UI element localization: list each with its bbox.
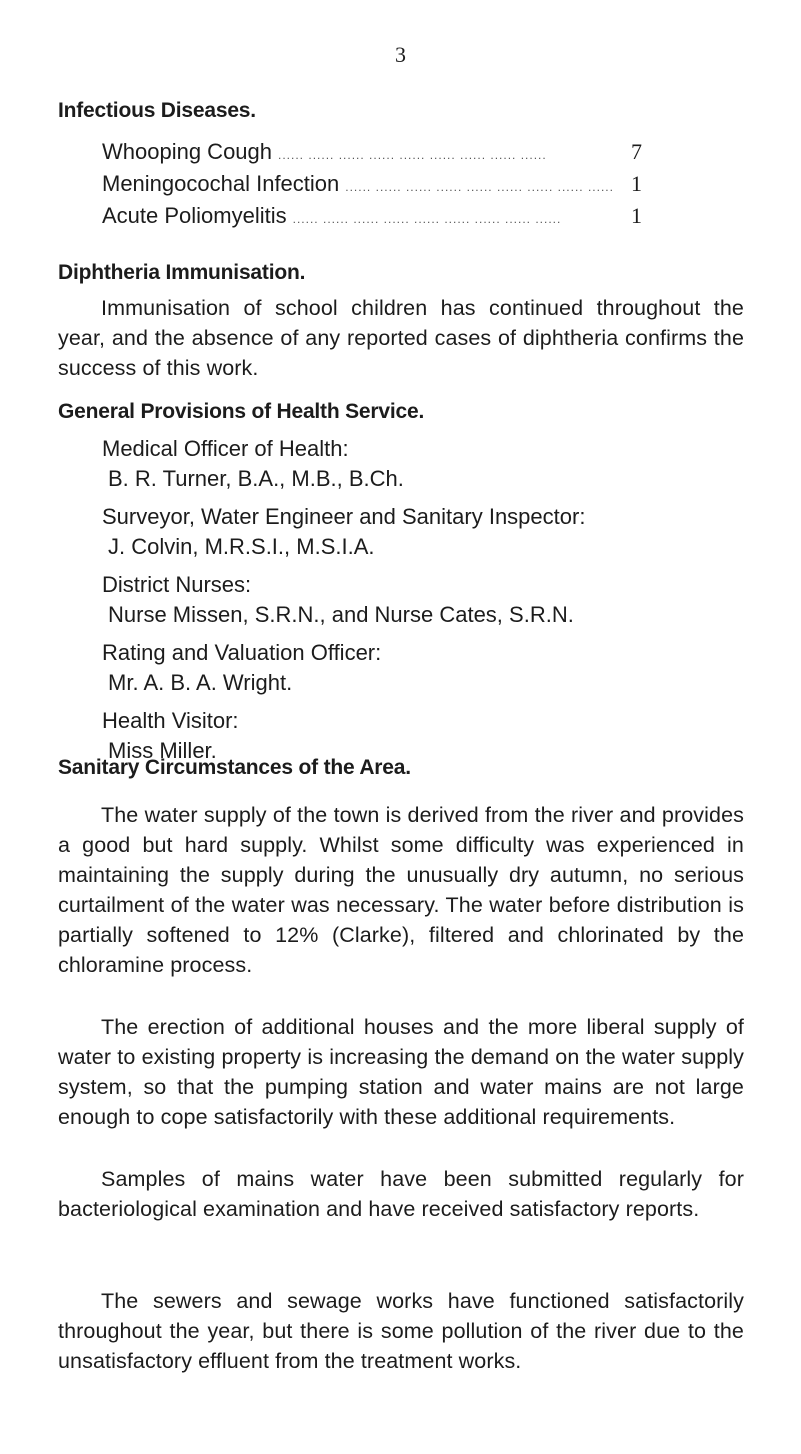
disease-count: 1 xyxy=(631,171,642,196)
provisions-heading: General Provisions of Health Service. xyxy=(58,400,425,423)
provision-name: Miss Miller. xyxy=(108,738,217,763)
provision-name: J. Colvin, M.R.S.I., M.S.I.A. xyxy=(108,534,375,559)
disease-row xyxy=(102,203,642,235)
disease-name: Acute Poliomyelitis xyxy=(102,203,287,228)
disease-name: Meningocochal Infection xyxy=(102,171,340,196)
sanitary-paragraph: The sewers and sewage works have functioned satisfactorily throughout the year, but there is some pollution of the river due to the unsatisfactory effluent from the treatment works. xyxy=(58,1289,744,1373)
provision-name: B. R. Turner, B.A., M.B., B.Ch. xyxy=(108,466,404,491)
sanitary-paragraph: Samples of mains water have been submitted regularly for bacteriological examination and have received satisfactory reports. xyxy=(58,1167,744,1221)
provision-name: Mr. A. B. A. Wright. xyxy=(108,670,293,695)
provision-entry xyxy=(102,570,752,630)
sanitary-paragraph: The erection of additional houses and the more liberal supply of water to existing property is increasing the demand on the water supply system, so that the pumping station and water mains are not large enough to cope satisfactorily with these additional requirements. xyxy=(58,1015,744,1129)
sanitary-paragraph: The water supply of the town is derived from the river and provides a good but hard supply. Whilst some difficulty was experienced in maintaining the supply during the unusually dry autumn, no serious curtailment of the water was necessary. The water before distribution is partially softened to 12% (Clarke), filtered and chlorinated by the chloramine process. xyxy=(58,803,744,977)
disease-name: Whooping Cough xyxy=(102,139,273,164)
disease-count: 1 xyxy=(631,203,642,228)
provision-role: District Nurses: xyxy=(102,572,252,597)
diphtheria-paragraph: Immunisation of school children has continued throughout the year, and the absence of any reported cases of diphtheria confirms the success of this work. xyxy=(58,296,744,380)
dot-leader xyxy=(293,212,620,226)
provision-name: Nurse Missen, S.R.N., and Nurse Cates, S.R.N. xyxy=(108,602,574,627)
dot-leader xyxy=(345,180,620,194)
provision-role: Health Visitor: xyxy=(102,708,239,733)
provision-entry xyxy=(102,638,752,698)
disease-list xyxy=(102,139,642,235)
provision-entry xyxy=(102,502,752,562)
provision-role: Surveyor, Water Engineer and Sanitary Inspector: xyxy=(102,504,586,529)
dot-leader xyxy=(278,148,620,162)
page-number: 3 xyxy=(395,42,406,67)
disease-count: 7 xyxy=(631,139,642,164)
diphtheria-heading: Diphtheria Immunisation. xyxy=(58,261,306,284)
provision-role: Medical Officer of Health: xyxy=(102,436,349,461)
provision-entry xyxy=(102,434,752,494)
infectious-diseases-heading: Infectious Diseases. xyxy=(58,99,256,122)
disease-row xyxy=(102,139,642,171)
provisions-list xyxy=(102,434,752,774)
sanitary-heading: Sanitary Circumstances of the Area. xyxy=(58,756,411,779)
provision-role: Rating and Valuation Officer: xyxy=(102,640,382,665)
disease-row xyxy=(102,171,642,203)
